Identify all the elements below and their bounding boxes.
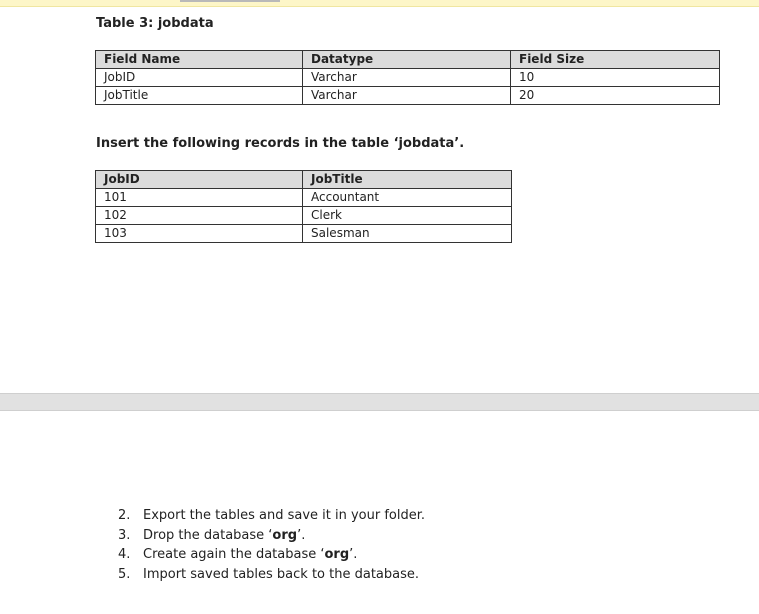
list-item	[118, 526, 425, 546]
table-cell: 20	[511, 87, 720, 105]
table-cell: 103	[96, 225, 303, 243]
list-item-text: Export the tables and save it in your folder.	[143, 508, 426, 523]
ribbon-tab-indicator	[180, 0, 280, 2]
top-ribbon-strip	[0, 0, 759, 7]
list-item-text: Drop the database ‘org’.	[143, 527, 306, 543]
table-cell: Clerk	[303, 207, 512, 225]
list-item	[118, 506, 425, 526]
table-cell: 102	[96, 207, 303, 225]
header-field-size: Field Size	[511, 51, 720, 69]
table-cell: Varchar	[303, 69, 511, 87]
list-item	[118, 545, 425, 565]
table-cell: Salesman	[303, 225, 512, 243]
steps-list	[118, 506, 425, 584]
table-header-row	[96, 51, 720, 69]
table-caption: Table 3: jobdata	[96, 16, 214, 31]
list-item-number: 3.	[118, 527, 131, 543]
header-jobtitle: JobTitle	[303, 171, 512, 189]
schema-table	[95, 50, 720, 105]
table-row	[96, 87, 720, 105]
table-cell: 101	[96, 189, 303, 207]
header-jobid: JobID	[96, 171, 303, 189]
list-item-number: 2.	[118, 508, 131, 523]
table-row	[96, 207, 512, 225]
page-break-separator	[0, 393, 759, 411]
list-item-text: Import saved tables back to the database.	[143, 566, 420, 582]
table-cell: JobTitle	[96, 87, 303, 105]
header-datatype: Datatype	[303, 51, 511, 69]
header-field-name: Field Name	[96, 51, 303, 69]
list-item-number: 4.	[118, 547, 131, 562]
table-header-row	[96, 171, 512, 189]
table-row	[96, 189, 512, 207]
table-cell: Varchar	[303, 87, 511, 105]
table-row	[96, 69, 720, 87]
instruction-text: Insert the following records in the table ‘jobdata’.	[96, 136, 465, 151]
list-item-text: Create again the database ‘org’.	[143, 547, 358, 562]
table-cell: JobID	[96, 69, 303, 87]
list-item	[118, 565, 425, 585]
table-cell: Accountant	[303, 189, 512, 207]
list-item-number: 5.	[118, 566, 131, 582]
table-row	[96, 225, 512, 243]
table-cell: 10	[511, 69, 720, 87]
records-table	[95, 170, 512, 243]
